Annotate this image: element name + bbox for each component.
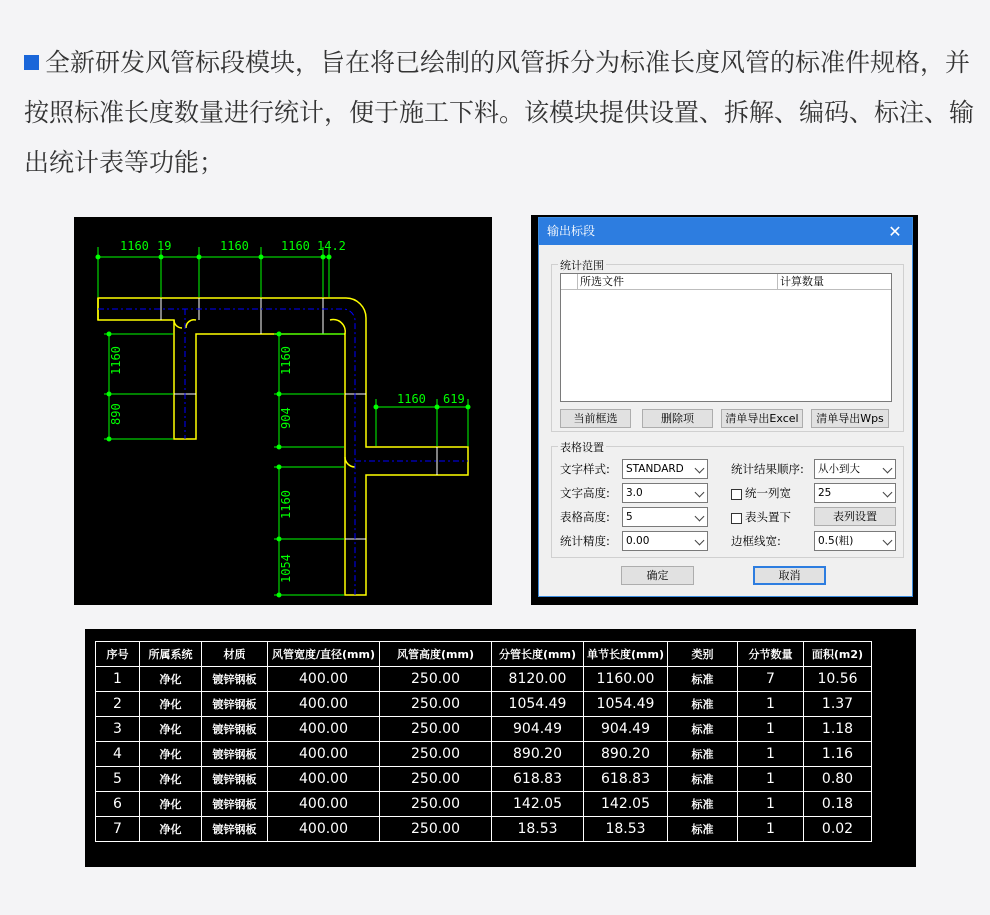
table-cell: 250.00 bbox=[380, 767, 492, 792]
order-value: 从小到大 bbox=[818, 463, 860, 475]
chevron-down-icon bbox=[695, 464, 705, 474]
table-cell: 4 bbox=[96, 742, 140, 767]
table-cell: 净化 bbox=[140, 692, 202, 717]
table-cell: 1 bbox=[738, 692, 804, 717]
header-cell: 材质 bbox=[202, 642, 268, 667]
col-count[interactable]: 计算数量 bbox=[777, 274, 891, 289]
dim-text-right-1: 1160 bbox=[397, 392, 426, 406]
text-style-select[interactable] bbox=[622, 459, 708, 479]
table-cell: 400.00 bbox=[268, 767, 380, 792]
bullet-square-icon bbox=[24, 55, 39, 70]
table-cell: 标准 bbox=[668, 717, 738, 742]
current-selection-button[interactable]: 当前框选 bbox=[560, 409, 631, 428]
table-cell: 1 bbox=[96, 667, 140, 692]
table-cell: 0.02 bbox=[804, 817, 872, 842]
table-cell: 净化 bbox=[140, 792, 202, 817]
table-cell: 2 bbox=[96, 692, 140, 717]
header-cell: 所属系统 bbox=[140, 642, 202, 667]
table-cell: 1 bbox=[738, 742, 804, 767]
dim-text-low-1: 1160 bbox=[279, 490, 293, 519]
header-cell: 单节长度(mm) bbox=[584, 642, 668, 667]
dim-text-mid-2: 904 bbox=[279, 407, 293, 429]
export-excel-button[interactable]: 清单导出Excel bbox=[721, 409, 803, 428]
header-cell: 风管宽度/直径(mm) bbox=[268, 642, 380, 667]
ok-button[interactable]: 确定 bbox=[621, 566, 694, 585]
table-cell: 250.00 bbox=[380, 717, 492, 742]
dim-text-left-2: 890 bbox=[109, 403, 123, 425]
text-height-label: 文字高度: bbox=[560, 486, 610, 500]
table-cell: 400.00 bbox=[268, 692, 380, 717]
dim-text-top-4: 1160 bbox=[281, 239, 310, 253]
uniform-width-value: 25 bbox=[818, 487, 832, 499]
order-label: 统计结果顺序: bbox=[731, 462, 804, 476]
table-cell: 250.00 bbox=[380, 792, 492, 817]
dim-text-top-1: 1160 bbox=[120, 239, 149, 253]
table-cell: 400.00 bbox=[268, 792, 380, 817]
dim-text-top-2: 19 bbox=[157, 239, 172, 253]
table-cell: 镀锌钢板 bbox=[202, 792, 268, 817]
dim-text-low-2: 1054 bbox=[279, 554, 293, 583]
table-cell: 142.05 bbox=[492, 792, 584, 817]
table-cell: 7 bbox=[96, 817, 140, 842]
table-cell: 400.00 bbox=[268, 817, 380, 842]
precision-label: 统计精度: bbox=[560, 534, 610, 548]
table-cell: 1 bbox=[738, 792, 804, 817]
table-cell: 镀锌钢板 bbox=[202, 667, 268, 692]
table-cell: 镀锌钢板 bbox=[202, 767, 268, 792]
dim-text-mid-1: 1160 bbox=[279, 346, 293, 375]
table-cell: 标准 bbox=[668, 692, 738, 717]
table-row bbox=[96, 692, 872, 717]
text-style-value: STANDARD bbox=[626, 463, 684, 475]
table-cell: 净化 bbox=[140, 767, 202, 792]
header-cell: 分节数量 bbox=[738, 642, 804, 667]
table-cell: 标准 bbox=[668, 742, 738, 767]
text-height-value: 3.0 bbox=[626, 487, 643, 499]
stats-table-panel bbox=[85, 629, 916, 867]
dialog-titlebar[interactable] bbox=[539, 218, 912, 245]
table-cell: 标准 bbox=[668, 667, 738, 692]
table-cell: 904.49 bbox=[584, 717, 668, 742]
table-cell: 标准 bbox=[668, 792, 738, 817]
table-cell: 400.00 bbox=[268, 717, 380, 742]
table-cell: 250.00 bbox=[380, 742, 492, 767]
chevron-down-icon bbox=[695, 488, 705, 498]
table-row bbox=[96, 817, 872, 842]
table-cell: 8120.00 bbox=[492, 667, 584, 692]
header-cell: 面积(m2) bbox=[804, 642, 872, 667]
table-cell: 净化 bbox=[140, 742, 202, 767]
table-row bbox=[96, 767, 872, 792]
table-height-label: 表格高度: bbox=[560, 510, 610, 524]
table-height-value: 5 bbox=[626, 511, 633, 523]
header-cell: 风管高度(mm) bbox=[380, 642, 492, 667]
table-cell: 1160.00 bbox=[584, 667, 668, 692]
text-height-select[interactable] bbox=[622, 483, 708, 503]
table-cell: 1.16 bbox=[804, 742, 872, 767]
chevron-down-icon bbox=[695, 512, 705, 522]
table-cell: 5 bbox=[96, 767, 140, 792]
table-cell: 1.18 bbox=[804, 717, 872, 742]
table-cell: 250.00 bbox=[380, 817, 492, 842]
table-cell: 1054.49 bbox=[492, 692, 584, 717]
intro-text: 全新研发风管标段模块，旨在将已绘制的风管拆分为标准长度风管的标准件规格，并按照标准长度数量进行统计，便于施工下料。该模块提供设置、拆解、编码、标注、输出统计表等功能； bbox=[24, 48, 975, 177]
duct-drawing-svg bbox=[74, 217, 492, 605]
dim-text-left-1: 1160 bbox=[109, 346, 123, 375]
header-cell: 类别 bbox=[668, 642, 738, 667]
table-cell: 镀锌钢板 bbox=[202, 692, 268, 717]
header-bottom-label: 表头置下 bbox=[745, 510, 791, 524]
uniform-width-select[interactable] bbox=[814, 483, 896, 503]
table-cell: 904.49 bbox=[492, 717, 584, 742]
table-cell: 0.18 bbox=[804, 792, 872, 817]
table-cell: 618.83 bbox=[492, 767, 584, 792]
chevron-down-icon bbox=[883, 536, 893, 546]
header-bottom-checkbox[interactable] bbox=[731, 513, 742, 524]
stats-table bbox=[95, 641, 872, 842]
table-cell: 1 bbox=[738, 817, 804, 842]
dim-text-right-2: 619 bbox=[443, 392, 465, 406]
table-cell: 净化 bbox=[140, 717, 202, 742]
table-cell: 1.37 bbox=[804, 692, 872, 717]
text-style-label: 文字样式: bbox=[560, 462, 610, 476]
table-cell: 10.56 bbox=[804, 667, 872, 692]
table-cell: 0.80 bbox=[804, 767, 872, 792]
precision-select[interactable] bbox=[622, 531, 708, 551]
table-cell: 618.83 bbox=[584, 767, 668, 792]
uniform-width-label: 统一列宽 bbox=[745, 486, 791, 500]
table-cell: 标准 bbox=[668, 817, 738, 842]
table-cell: 250.00 bbox=[380, 667, 492, 692]
table-row bbox=[96, 717, 872, 742]
table-cell: 1 bbox=[738, 767, 804, 792]
order-select[interactable] bbox=[814, 459, 896, 479]
table-row bbox=[96, 667, 872, 692]
export-dialog bbox=[538, 217, 913, 597]
table-cell: 890.20 bbox=[584, 742, 668, 767]
table-cell: 18.53 bbox=[492, 817, 584, 842]
col-selected-files[interactable]: 所选文件 bbox=[577, 274, 777, 289]
delete-item-button[interactable]: 删除项 bbox=[642, 409, 713, 428]
close-icon[interactable]: ✕ bbox=[888, 222, 902, 241]
header-cell: 分管长度(mm) bbox=[492, 642, 584, 667]
file-list-header bbox=[561, 274, 891, 290]
table-row bbox=[96, 792, 872, 817]
table-cell: 净化 bbox=[140, 667, 202, 692]
table-cell: 6 bbox=[96, 792, 140, 817]
dialog-title: 输出标段 bbox=[547, 224, 596, 238]
table-height-select[interactable] bbox=[622, 507, 708, 527]
table-cell: 250.00 bbox=[380, 692, 492, 717]
table-cell: 标准 bbox=[668, 767, 738, 792]
table-row bbox=[96, 742, 872, 767]
border-width-label: 边框线宽: bbox=[731, 534, 781, 548]
dim-text-top-5: 14.2 bbox=[317, 239, 346, 253]
intro-paragraph bbox=[24, 38, 974, 188]
table-cell: 镀锌钢板 bbox=[202, 817, 268, 842]
chevron-down-icon bbox=[883, 488, 893, 498]
stats-header-row bbox=[96, 642, 872, 667]
table-cell: 净化 bbox=[140, 817, 202, 842]
border-width-select[interactable] bbox=[814, 531, 896, 551]
table-cell: 400.00 bbox=[268, 742, 380, 767]
table-cell: 142.05 bbox=[584, 792, 668, 817]
scope-group bbox=[551, 259, 904, 432]
table-cell: 1054.49 bbox=[584, 692, 668, 717]
chevron-down-icon bbox=[883, 464, 893, 474]
precision-value: 0.00 bbox=[626, 535, 650, 547]
table-cell: 镀锌钢板 bbox=[202, 717, 268, 742]
table-cell: 18.53 bbox=[584, 817, 668, 842]
table-cell: 890.20 bbox=[492, 742, 584, 767]
table-cell: 7 bbox=[738, 667, 804, 692]
table-cell: 400.00 bbox=[268, 667, 380, 692]
dim-text-top-3: 1160 bbox=[220, 239, 249, 253]
settings-group bbox=[551, 441, 904, 558]
cad-drawing bbox=[74, 217, 492, 605]
settings-group-label: 表格设置 bbox=[560, 441, 604, 454]
scope-group-label: 统计范围 bbox=[560, 259, 604, 272]
uniform-width-checkbox[interactable] bbox=[731, 489, 742, 500]
table-cell: 镀锌钢板 bbox=[202, 742, 268, 767]
table-cell: 1 bbox=[738, 717, 804, 742]
column-settings-button[interactable]: 表列设置 bbox=[814, 507, 896, 526]
cancel-button[interactable]: 取消 bbox=[753, 566, 826, 585]
export-wps-button[interactable]: 清单导出Wps bbox=[811, 409, 889, 428]
header-cell: 序号 bbox=[96, 642, 140, 667]
border-width-value: 0.5(粗) bbox=[818, 535, 854, 547]
chevron-down-icon bbox=[695, 536, 705, 546]
file-list[interactable] bbox=[560, 273, 892, 402]
table-cell: 3 bbox=[96, 717, 140, 742]
